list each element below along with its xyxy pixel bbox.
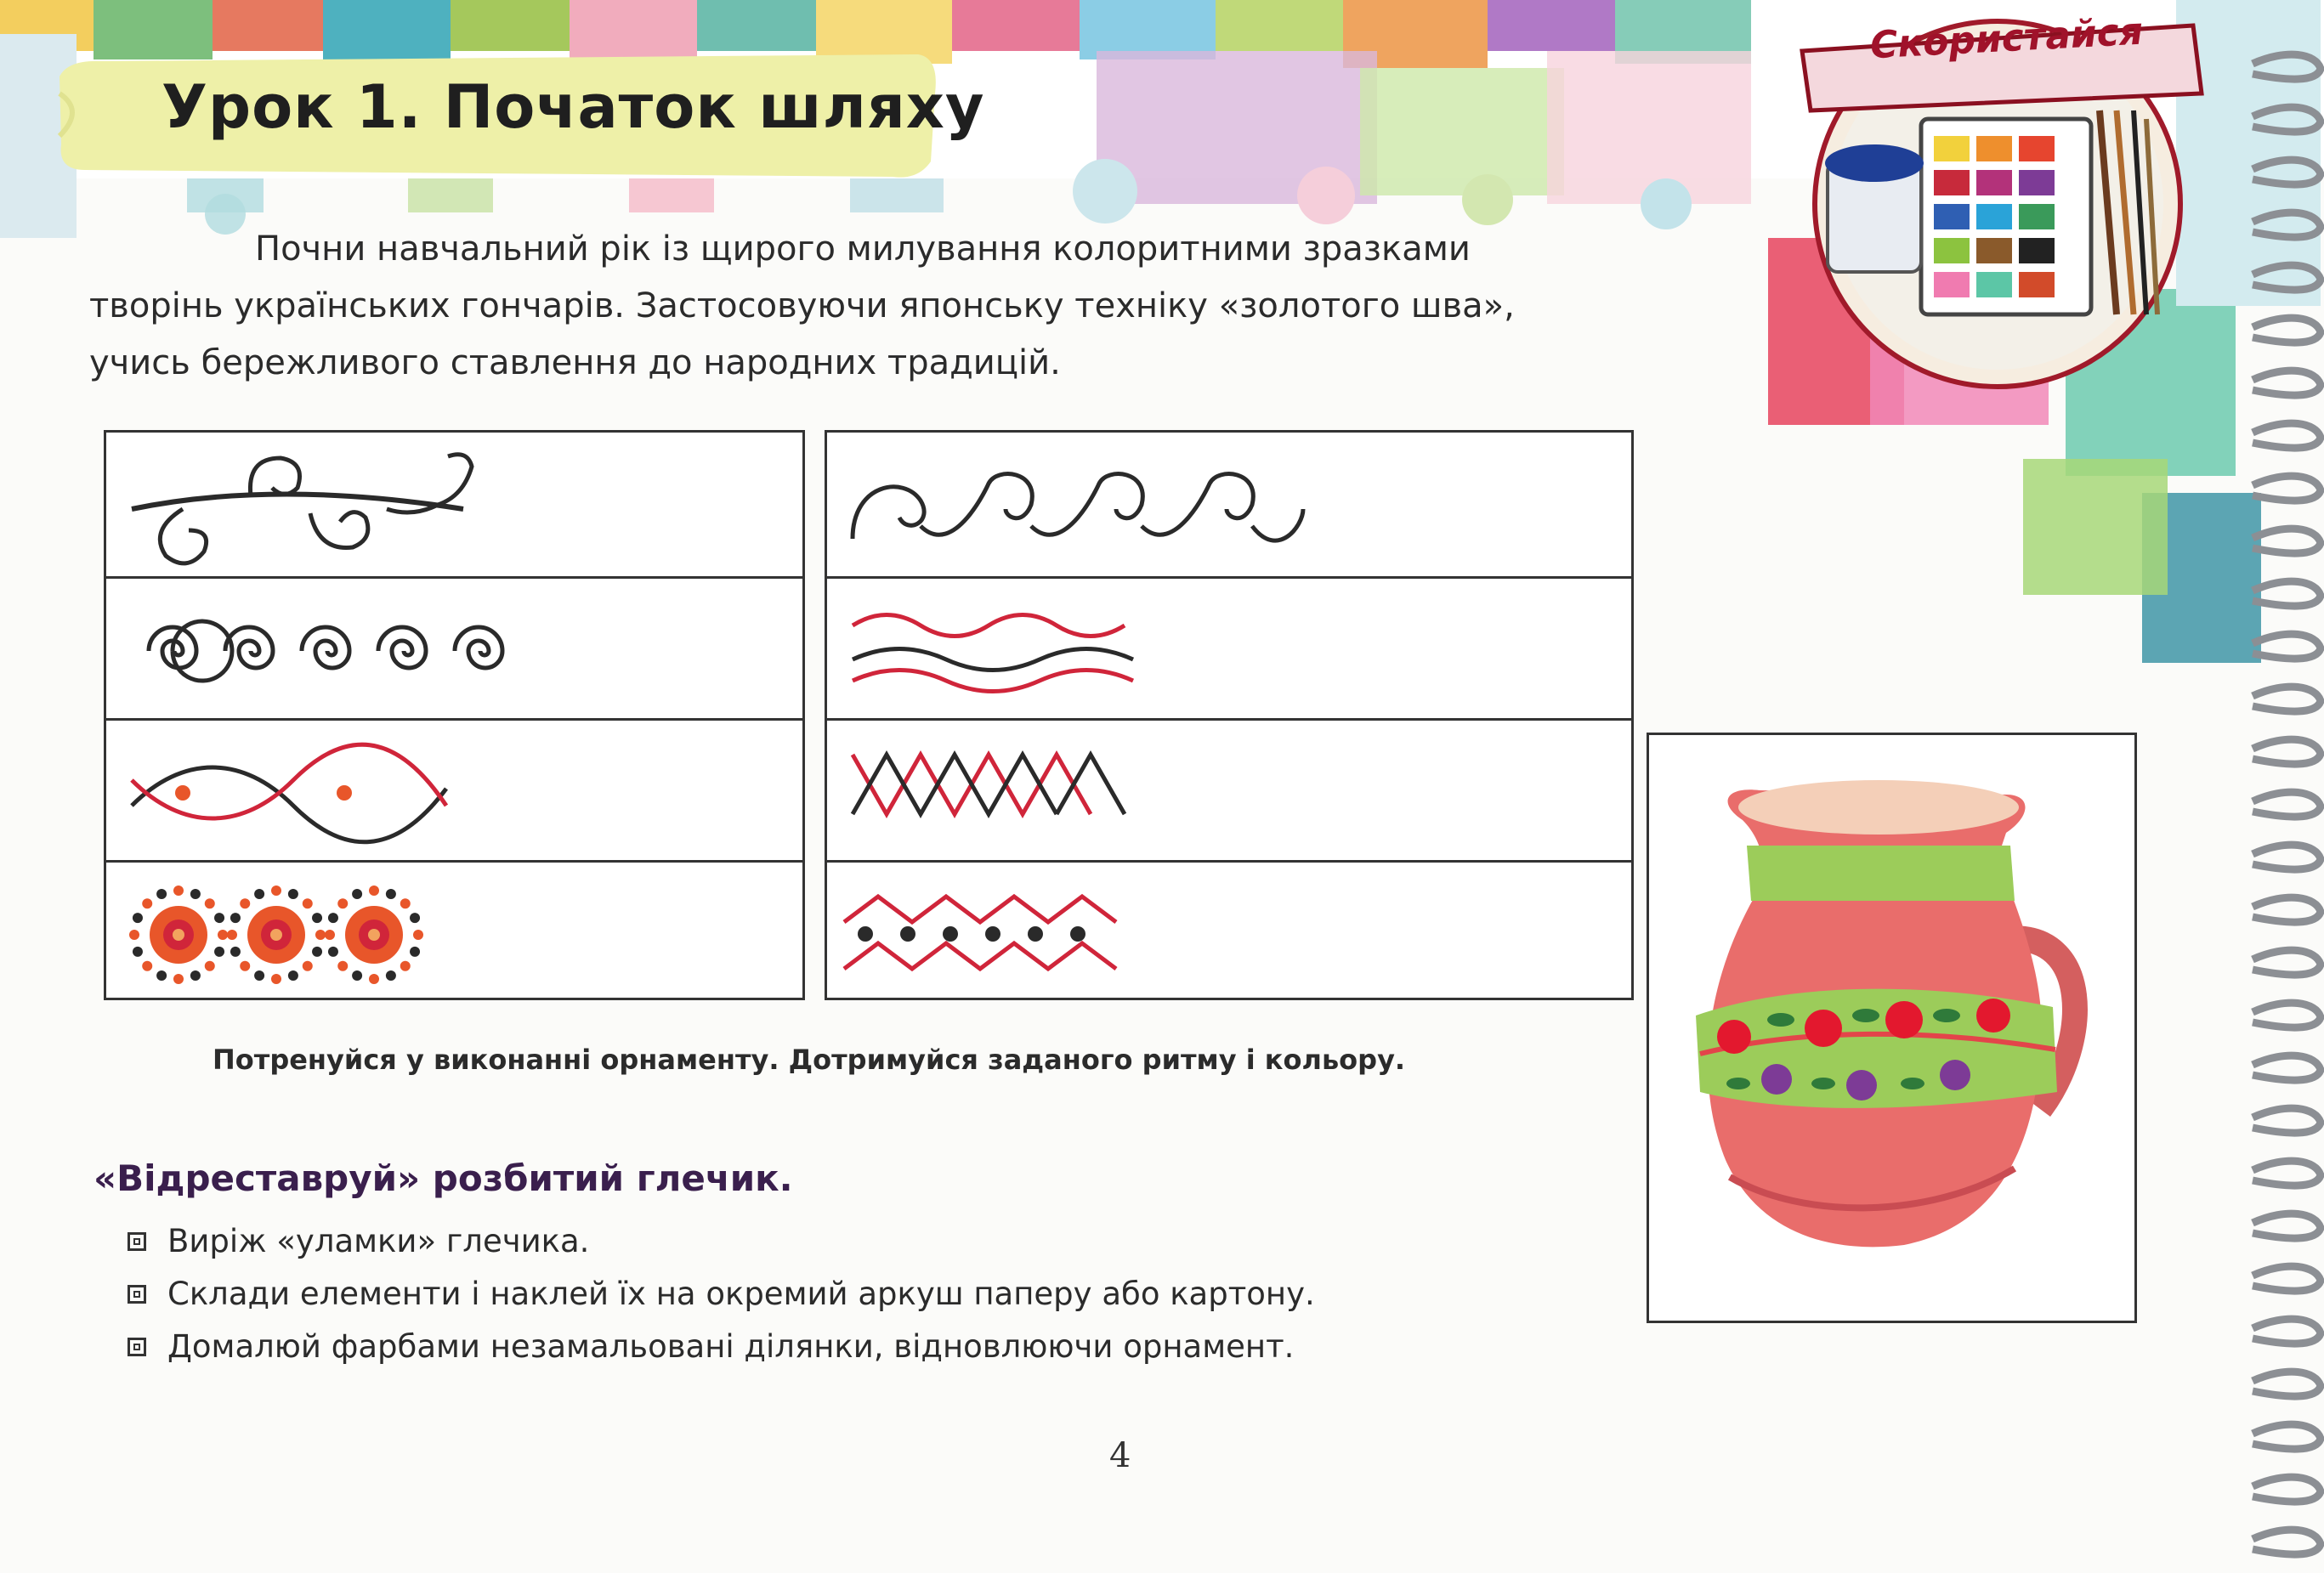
task-step-text: Виріж «уламки» глечика. xyxy=(167,1223,590,1259)
binding-ring xyxy=(2253,739,2321,764)
task-step xyxy=(128,1215,1315,1268)
ornament-dot xyxy=(230,947,241,957)
zigzag-dots-ornament xyxy=(827,863,1636,1003)
ornament-dot xyxy=(133,947,143,957)
ornament-dot xyxy=(337,898,348,908)
ornament-cell xyxy=(825,576,1634,721)
intro-line-2: творінь українських гончарів. Застосовуючи японську техніку «золотого шва», xyxy=(89,286,1515,325)
red-black-waves-ornament xyxy=(827,579,1636,723)
binding-ring xyxy=(2253,529,2321,553)
square-bullet-icon xyxy=(128,1232,146,1251)
spiral-binding xyxy=(2236,0,2324,1573)
ornament-dot xyxy=(369,974,379,984)
flower-center xyxy=(368,929,380,941)
ornament-dot xyxy=(413,930,423,940)
ornament-dot xyxy=(240,898,250,908)
ornament-dot xyxy=(288,970,298,981)
ornament-dot xyxy=(369,886,379,896)
ornament-cell xyxy=(104,430,805,579)
ornament-dot xyxy=(156,970,167,981)
binding-ring xyxy=(2253,1319,2321,1344)
binding-ring xyxy=(2253,265,2321,290)
badge-label: Скористайся xyxy=(1868,9,2145,68)
ornament-dot xyxy=(254,970,264,981)
binding-ring xyxy=(2253,687,2321,711)
ornament-dot xyxy=(240,961,250,971)
task-step xyxy=(128,1268,1315,1321)
binding-ring xyxy=(2253,581,2321,606)
lesson-title: Урок 1. Початок шляху xyxy=(162,72,985,142)
ornament-dot xyxy=(173,886,184,896)
ornament-dot xyxy=(254,889,264,899)
ornament-dot xyxy=(227,930,237,940)
binding-ring xyxy=(2253,160,2321,184)
flower-center xyxy=(173,929,184,941)
ornament-dot xyxy=(205,961,215,971)
ornament-dot xyxy=(142,898,152,908)
ornament-dot xyxy=(303,961,313,971)
swirl-vine-ornament xyxy=(106,433,808,581)
ornament-dot xyxy=(205,898,215,908)
ornament-dot xyxy=(156,889,167,899)
binding-ring xyxy=(2253,1424,2321,1449)
ornament-dot xyxy=(386,970,396,981)
ornament-dot xyxy=(214,947,224,957)
binding-ring xyxy=(2253,792,2321,817)
ornament-dot xyxy=(315,930,326,940)
ornament-dot xyxy=(190,970,201,981)
page-number: 4 xyxy=(1109,1436,1131,1475)
binding-ring xyxy=(2253,54,2321,79)
intro-line-1: Почни навчальний рік із щирого милування колоритними зразками xyxy=(255,229,1471,269)
ornament-dot xyxy=(218,930,228,940)
ornament-dot xyxy=(328,947,338,957)
binding-ring xyxy=(2253,1214,2321,1238)
ornament-dot xyxy=(352,889,362,899)
ornament-dot xyxy=(133,913,143,923)
ornament-dot xyxy=(271,886,281,896)
binding-ring xyxy=(2253,1055,2321,1080)
task-step-text: Склади елементи і наклей їх на окремий аркуш паперу або картону. xyxy=(167,1276,1315,1312)
dotted-flower-ornament xyxy=(106,863,808,1003)
binding-ring xyxy=(2253,1003,2321,1027)
ornament-dot xyxy=(400,898,411,908)
ornament-cell xyxy=(104,718,805,863)
binding-ring xyxy=(2253,212,2321,237)
ornament-cell xyxy=(825,718,1634,863)
ornament-dot xyxy=(303,898,313,908)
ornament-dot xyxy=(190,889,201,899)
ornament-cell xyxy=(825,430,1634,579)
spiral-row-ornament xyxy=(106,579,808,723)
ornament-dot xyxy=(410,947,420,957)
binding-ring xyxy=(2253,107,2321,132)
binding-ring xyxy=(2253,845,2321,869)
ornament-dot xyxy=(214,913,224,923)
ornament-dot xyxy=(325,930,335,940)
ornament-cell xyxy=(104,576,805,721)
binding-ring xyxy=(2253,318,2321,342)
ornament-dot xyxy=(288,889,298,899)
binding-ring xyxy=(2253,423,2321,448)
jug-icon xyxy=(1649,735,2134,1321)
ornament-dot xyxy=(400,961,411,971)
square-bullet-icon xyxy=(128,1338,146,1356)
binding-ring xyxy=(2253,476,2321,501)
binding-ring xyxy=(2253,1477,2321,1502)
binding-ring xyxy=(2253,1108,2321,1133)
intro-text xyxy=(89,221,1704,392)
task-steps xyxy=(128,1215,1315,1373)
square-bullet-icon xyxy=(128,1285,146,1304)
binding-ring xyxy=(2253,897,2321,922)
wave-dot-ornament xyxy=(106,721,808,865)
binding-ring xyxy=(2253,1266,2321,1291)
ornament-dot xyxy=(410,913,420,923)
ornament-dot xyxy=(352,970,362,981)
ornament-dot xyxy=(173,974,184,984)
ornament-dot xyxy=(129,930,139,940)
task-heading: «Відреставруй» розбитий глечик. xyxy=(94,1157,793,1199)
binding-ring xyxy=(2253,1161,2321,1185)
binding-ring xyxy=(2253,634,2321,659)
zigzag-ornament xyxy=(827,721,1636,865)
ornament-caption: Потренуйся у виконанні орнаменту. Дотримуйся заданого ритму і кольору. xyxy=(213,1044,1406,1076)
binding-ring xyxy=(2253,1530,2321,1554)
jug-picture-frame xyxy=(1647,733,2137,1323)
ornament-dot xyxy=(312,913,322,923)
intro-line-3: учись бережливого ставлення до народних традицій. xyxy=(89,343,1061,382)
ornament-cell xyxy=(104,860,805,1000)
ornament-dot xyxy=(230,913,241,923)
ornament-dot xyxy=(337,961,348,971)
ornament-dot xyxy=(328,913,338,923)
scroll-wave-ornament xyxy=(827,433,1636,581)
flower-center xyxy=(270,929,282,941)
task-step xyxy=(128,1321,1315,1373)
ornament-dot xyxy=(271,974,281,984)
ornament-dot xyxy=(312,947,322,957)
task-step-text: Домалюй фарбами незамальовані ділянки, відновлюючи орнамент. xyxy=(167,1328,1295,1365)
binding-ring xyxy=(2253,1372,2321,1396)
binding-ring xyxy=(2253,371,2321,395)
binding-ring xyxy=(2253,950,2321,975)
ornament-cell xyxy=(825,860,1634,1000)
ornament-dot xyxy=(142,961,152,971)
ornament-dot xyxy=(386,889,396,899)
